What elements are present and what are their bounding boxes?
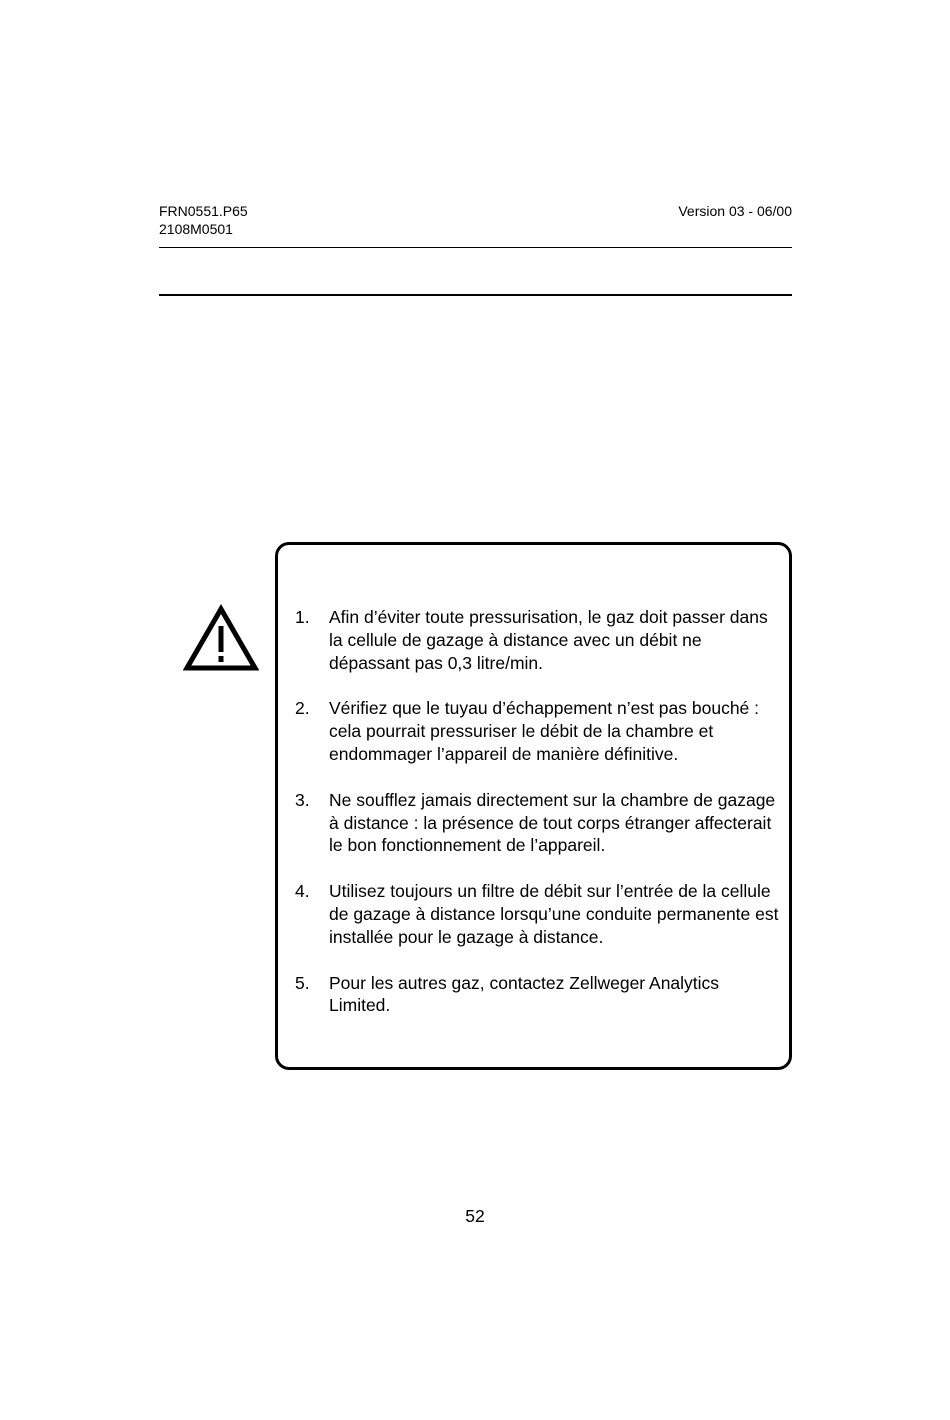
item-number: 3. bbox=[295, 789, 310, 810]
doc-code: 2108M0501 bbox=[159, 221, 233, 237]
item-text: Vérifiez que le tuyau d’échappement n’est pas bouché : cela pourrait pressuriser le débit de la chambre et endommager l’appareil de manière définitive. bbox=[329, 698, 760, 764]
list-item bbox=[295, 972, 785, 1018]
item-number: 1. bbox=[295, 607, 310, 627]
warning-triangle-icon bbox=[183, 604, 259, 672]
header-left bbox=[159, 202, 248, 238]
item-text: Afin d’éviter toute pressurisation, le gaz doit passer dans la cellule de gazage à distance avec un débit ne dépassant pas 0,3 litre/min. bbox=[329, 607, 768, 673]
item-text: Utilisez toujours un filtre de débit sur l’entrée de la cellule de gazage à distance lorsqu’une conduite permanente est installée pour le gazage à distance. bbox=[329, 881, 779, 947]
item-text: Ne soufflez jamais directement sur la chambre de gazage à distance : la présence de tout corps étranger affecterait le bon fonctionnement de l’appareil. bbox=[329, 789, 776, 856]
list-item bbox=[295, 880, 785, 948]
header-divider bbox=[159, 247, 792, 248]
file-name: FRN0551.P65 bbox=[159, 203, 248, 219]
section-divider bbox=[159, 294, 792, 296]
item-number: 2. bbox=[295, 698, 310, 719]
version-label: Version 03 - 06/00 bbox=[678, 203, 792, 219]
item-number: 4. bbox=[295, 881, 310, 902]
page-number: 52 bbox=[465, 1206, 485, 1226]
item-number: 5. bbox=[295, 972, 310, 993]
item-text: Pour les autres gaz, contactez Zellweger Analytics Limited. bbox=[329, 972, 720, 1016]
list-item bbox=[295, 789, 785, 857]
list-item bbox=[295, 606, 785, 674]
warning-list bbox=[295, 606, 785, 1017]
list-item bbox=[295, 697, 785, 765]
